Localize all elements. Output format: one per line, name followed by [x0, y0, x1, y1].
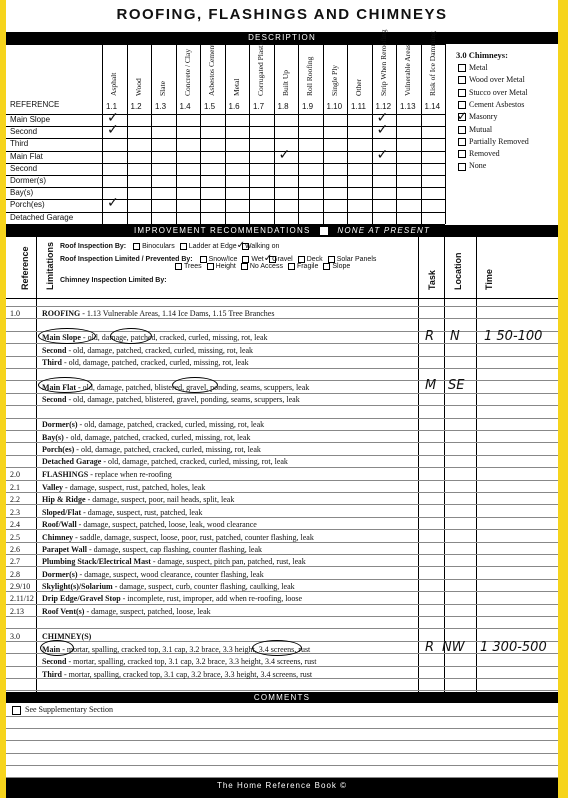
- grid-row-line: [6, 187, 445, 188]
- checkmark-icon[interactable]: ✓: [376, 122, 389, 139]
- recommendation-item: [42, 495, 234, 504]
- comment-line: [6, 716, 558, 717]
- item-text: - damage, suspect, rust, patched, holes, leak: [63, 483, 206, 492]
- checkbox-icon[interactable]: [458, 163, 466, 171]
- chimney-option-label: None: [469, 161, 487, 171]
- inspection-option[interactable]: [241, 263, 283, 270]
- row-label-porch-es-: Porch(es): [10, 200, 45, 210]
- column-number: 1.10: [326, 102, 343, 111]
- chimney-option-label: Stucco over Metal: [469, 87, 528, 97]
- item-text: - mortar, spalling, cracked top, 3.1 cap, 3.2 brace, 3.3 height, 3.4 screens, rust: [62, 670, 313, 679]
- column-number: 1.4: [179, 102, 191, 111]
- item-title: Main: [42, 645, 61, 654]
- row-label-dormer-s-: Dormer(s): [10, 176, 46, 185]
- item-title: Roof/Wall: [42, 520, 77, 529]
- rec-row-line: [6, 418, 558, 419]
- checkbox-icon[interactable]: [180, 243, 187, 250]
- item-text: - old, damage, patched, blistered, gravel, ponding, seams, scuppers, leak: [76, 383, 310, 392]
- item-text: - damage, suspect, poor, nail heads, split, leak: [85, 495, 235, 504]
- grid-row-line: [6, 138, 445, 139]
- item-text: - old, damage, patched, cracked, curled, missing, rot, leak: [74, 445, 261, 454]
- inspection-option-label: Binoculars: [142, 243, 175, 250]
- supplementary-checkbox[interactable]: [12, 706, 21, 715]
- grid-col-line: [225, 44, 226, 224]
- hand-task-1: R: [425, 329, 435, 344]
- rec-row-line: [6, 628, 558, 629]
- chimney-option-label: Mutual: [469, 124, 493, 134]
- checkbox-icon[interactable]: [200, 256, 207, 263]
- chimney-option[interactable]: [458, 125, 492, 134]
- inspection-option[interactable]: [236, 240, 280, 251]
- item-text: - saddle, damage, suspect, loose, poor, rust, patched, counter flashing, leak: [73, 533, 314, 542]
- item-title: Second: [42, 395, 67, 404]
- comment-line: [6, 753, 558, 754]
- rec-row-line: [6, 529, 558, 530]
- item-reference: 2.6: [10, 545, 20, 554]
- none-at-present-label: NONE AT PRESENT: [337, 226, 431, 235]
- rec-row-line: [6, 318, 558, 319]
- column-number: 1.14: [424, 102, 441, 111]
- item-title: Parapet Wall: [42, 545, 87, 554]
- item-text: - damage, suspect, patched, loose, leak: [84, 607, 211, 616]
- column-header: Roll Roofing: [305, 56, 314, 96]
- checkmark-icon[interactable]: ✓: [278, 146, 291, 163]
- item-title: Second: [42, 346, 67, 355]
- recommendation-item: [42, 395, 300, 404]
- grid-col-line: [421, 44, 422, 224]
- item-title: Dormer(s): [42, 570, 78, 579]
- chimney-option-label: Masonry: [469, 112, 498, 122]
- checkbox-icon[interactable]: [458, 64, 466, 72]
- grid-col-line: [249, 44, 250, 224]
- comments-bar: COMMENTS: [6, 692, 558, 703]
- column-header: Single Ply: [329, 64, 339, 96]
- column-number: 1.7: [253, 102, 265, 111]
- item-text: - old, damage, patched, blistered, gravel, ponding, seams, scuppers, leak: [66, 395, 300, 404]
- item-text: - mortar, spalling, cracked top, 3.1 cap, 3.2 brace, 3.3 height, 3.4 screens, rust: [60, 645, 311, 654]
- rec-row-line: [6, 430, 558, 431]
- rec-row-line: [6, 393, 558, 394]
- comment-line: [6, 740, 558, 741]
- reference-label: REFERENCE: [10, 100, 60, 109]
- column-header: Asphalt: [109, 72, 118, 96]
- inspection-option-label: Deck: [306, 256, 323, 263]
- column-number: 1.8: [277, 102, 289, 111]
- column-number: 1.1: [106, 102, 118, 111]
- rec-row-line: [6, 591, 558, 592]
- inspection-option-label: Solar Panels: [336, 256, 377, 263]
- rec-col-line: [444, 236, 445, 692]
- chimney-inspection-row: [60, 277, 167, 284]
- rec-row-line: [6, 368, 558, 369]
- item-title: Skylight(s)/Solarium: [42, 582, 113, 591]
- item-text: - damage, suspect, pitch pan, patched, rust, leak: [150, 557, 306, 566]
- row-label-detached-garage: Detached Garage: [10, 212, 74, 222]
- inspection-option-label: Slope: [332, 263, 351, 271]
- rec-row-line: [6, 442, 558, 443]
- column-header: Asbestos Cement: [207, 43, 216, 96]
- item-reference: 2.1: [10, 483, 20, 492]
- rec-row-line: [6, 566, 558, 567]
- inspection-option[interactable]: [200, 256, 238, 263]
- circle-mark-main-chimney: [40, 640, 74, 656]
- task-header: Task: [427, 270, 437, 290]
- column-number: 1.6: [228, 102, 240, 111]
- grid-col-line: [127, 44, 128, 224]
- recommendation-item: [42, 457, 288, 466]
- checkmark-icon[interactable]: ✓: [107, 195, 119, 212]
- inspection-option[interactable]: [298, 256, 323, 263]
- inspection-limited-row-2: [170, 263, 350, 270]
- item-title: Chimney: [42, 533, 74, 542]
- supplementary-row: [12, 705, 113, 715]
- item-reference: 2.0: [10, 470, 20, 479]
- checkbox-icon[interactable]: [298, 256, 305, 263]
- page-title: ROOFING, FLASHINGS AND CHIMNEYS: [116, 6, 448, 23]
- chimney-option[interactable]: [458, 161, 486, 170]
- improvement-bar: [6, 225, 558, 236]
- form-page: [6, 0, 558, 798]
- column-header: Strip When Reroofing: [378, 29, 388, 96]
- rec-row-line: [6, 480, 558, 481]
- hand-location-3: NW: [442, 640, 465, 655]
- item-text: - old, damage, patched, cracked, curled, missing, rot, leak: [101, 457, 288, 466]
- hand-time-1: 1 50-100: [484, 329, 543, 344]
- recommendation-item: [42, 557, 306, 566]
- grid-col-line: [396, 44, 397, 224]
- recommendation-item: [42, 420, 264, 429]
- inspection-option-label: Trees: [184, 263, 202, 271]
- checkbox-icon[interactable]: [323, 263, 330, 270]
- row-label-main-slope: Main Slope: [10, 115, 51, 124]
- item-title: Bay(s): [42, 433, 64, 442]
- checkbox-icon[interactable]: [242, 256, 249, 263]
- row-label-third: Third: [10, 139, 29, 149]
- column-header: Slate: [158, 81, 167, 96]
- item-reference: 3.0: [10, 632, 20, 641]
- rec-col-line: [476, 236, 477, 692]
- checkmark-icon[interactable]: ✓: [107, 122, 119, 139]
- chimney-option[interactable]: [458, 149, 500, 158]
- grid-col-line: [176, 44, 177, 224]
- item-reference: 2.2: [10, 495, 20, 504]
- item-reference: 2.11/12: [10, 594, 34, 603]
- rec-row-line: [6, 492, 558, 493]
- chimney-option-label: Removed: [469, 149, 500, 159]
- item-text: - old, damage, patched, cracked, curled, missing, rot, leak: [66, 346, 254, 355]
- column-number: 1.3: [155, 102, 167, 111]
- recommendation-item: [42, 445, 261, 454]
- item-reference: 2.4: [10, 520, 20, 529]
- chimney-option-label: Cement Asbestos: [469, 99, 525, 109]
- grid-col-line: [445, 44, 446, 224]
- hand-task-2: M: [425, 378, 437, 393]
- chimney-option[interactable]: [458, 88, 528, 97]
- item-text: - incomplete, rust, improper, add when re-roofing, loose: [120, 594, 303, 603]
- item-text: - old, damage, patched, cracked, curled, missing, rot, leak: [80, 333, 268, 342]
- item-text: - old, damage, patched, cracked, curled, missing, rot, leak: [63, 433, 251, 442]
- item-title: Second: [42, 657, 67, 666]
- checkbox-icon[interactable]: [328, 256, 335, 263]
- supplementary-label: See Supplementary Section: [25, 705, 113, 714]
- grid-col-line: [151, 44, 152, 224]
- hand-task-3: R: [425, 640, 435, 655]
- item-title: Porch(es): [42, 445, 75, 454]
- circle-mark-blistered: [172, 377, 218, 393]
- recommendation-item: [42, 346, 253, 355]
- item-title: FLASHINGS: [42, 470, 89, 479]
- checkbox-icon[interactable]: [288, 263, 295, 270]
- column-header: Metal: [231, 78, 241, 96]
- row-label-second: Second: [10, 163, 38, 173]
- recommendation-item: [42, 594, 302, 603]
- item-text: - damage, suspect, rust, patched, leak: [81, 508, 203, 517]
- item-text: - old, damage, patched, cracked, curled, missing, rot, leak: [77, 420, 265, 429]
- checkbox-icon[interactable]: [458, 101, 466, 109]
- checkbox-icon[interactable]: [458, 138, 466, 146]
- chimney-option-label: Partially Removed: [469, 136, 529, 146]
- grid-col-line: [347, 44, 348, 224]
- rec-row-line: [6, 405, 558, 406]
- recommendation-item: [42, 358, 249, 367]
- checkmark-icon: ✓: [236, 240, 246, 251]
- rec-row-line: [6, 504, 558, 505]
- chimney-option-label: Metal: [469, 63, 488, 72]
- none-at-present-checkbox[interactable]: [320, 227, 328, 235]
- chimney-inspection-label: Chimney Inspection Limited By:: [60, 277, 167, 284]
- reference-header: Reference: [20, 246, 30, 290]
- recommendation-item: [42, 607, 211, 616]
- item-title: Main Flat: [42, 383, 76, 392]
- rec-row-line: [6, 467, 558, 468]
- recommendation-item: [42, 670, 312, 679]
- column-number: 1.5: [204, 102, 216, 111]
- grid-col-line: [274, 44, 275, 224]
- item-reference: 2.7: [10, 557, 20, 566]
- footer: The Home Reference Book ©: [6, 778, 558, 798]
- chimneys-heading: 3.0 Chimneys:: [456, 50, 508, 60]
- grid-col-line: [102, 44, 103, 224]
- grid-col-line: [298, 44, 299, 224]
- rec-row-line: [6, 306, 558, 307]
- limitations-header: Limitations: [45, 241, 55, 290]
- inspection-option[interactable]: [133, 243, 175, 250]
- item-title: CHIMNEY(S): [42, 632, 92, 641]
- description-bar: DESCRIPTION: [6, 32, 558, 44]
- checkbox-icon[interactable]: [175, 263, 182, 270]
- inspection-option-label: Snow/Ice: [208, 256, 238, 263]
- inspection-option[interactable]: [288, 263, 318, 270]
- inspection-option-label: No Access: [249, 263, 283, 271]
- rec-row-line: [6, 554, 558, 555]
- row-label-second: Second: [10, 127, 38, 137]
- column-header: Wood: [133, 78, 143, 96]
- rec-col-line: [36, 236, 37, 692]
- checkbox-icon[interactable]: [458, 89, 466, 97]
- row-label-bay-s-: Bay(s): [10, 188, 34, 198]
- item-title: Roof Vent(s): [42, 607, 85, 616]
- checkbox-icon[interactable]: [458, 150, 466, 158]
- chimney-option[interactable]: [458, 63, 488, 72]
- item-title: Main Slope: [42, 333, 81, 342]
- column-header: Concrete / Clay: [182, 48, 192, 96]
- hand-time-3: 1 300-500: [480, 640, 547, 655]
- chimney-option[interactable]: [458, 137, 529, 146]
- checkmark-icon: ✓: [263, 253, 273, 264]
- comment-line: [6, 765, 558, 766]
- item-text: - damage, suspect, cap flashing, counter flashing, leak: [86, 545, 263, 554]
- checkbox-icon[interactable]: [241, 263, 248, 270]
- inspection-option[interactable]: [242, 256, 263, 263]
- recommendation-item: [42, 657, 317, 666]
- recommendation-item: [42, 309, 274, 318]
- inspection-option[interactable]: [180, 243, 237, 250]
- inspection-limited-label: Roof Inspection Limited / Prevented By:: [60, 256, 193, 263]
- improvement-label: IMPROVEMENT RECOMMENDATIONS: [133, 226, 311, 235]
- item-reference: 2.8: [10, 570, 20, 579]
- inspection-option-label: Wet: [251, 256, 264, 263]
- inspection-option-label: Height: [215, 263, 236, 271]
- rec-row-line: [6, 356, 558, 357]
- item-title: Detached Garage: [42, 457, 102, 466]
- grid-col-line: [200, 44, 201, 224]
- rec-row-line: [6, 343, 558, 344]
- circle-mark-damage: [110, 328, 152, 344]
- column-header: Risk of Ice Damming: [427, 31, 437, 96]
- rec-col-line: [418, 236, 419, 692]
- grid-col-line: [323, 44, 324, 224]
- grid-row-line: [6, 163, 445, 164]
- item-text: - damage, suspect, patched, loose, leak, wood clearance: [76, 520, 257, 529]
- recommendation-item: [42, 508, 202, 517]
- comment-line: [6, 728, 558, 729]
- rec-row-line: [6, 604, 558, 605]
- column-header: Vulnerable Areas: [403, 44, 412, 96]
- item-title: Third: [42, 358, 63, 367]
- checkmark-icon[interactable]: ✓: [376, 146, 389, 163]
- checkbox-icon[interactable]: [458, 76, 466, 84]
- inspection-option-label: Ladder at Edge: [188, 243, 237, 250]
- hand-location-1: N: [450, 329, 460, 344]
- chimney-option-label: Wood over Metal: [469, 75, 525, 85]
- rec-row-line: [6, 616, 558, 617]
- grid-row-line: [6, 199, 445, 200]
- item-reference: 2.9/10: [10, 582, 31, 591]
- inspection-by-label: Roof Inspection By:: [60, 243, 127, 250]
- row-label-main-flat: Main Flat: [10, 151, 43, 161]
- chimney-option[interactable]: [458, 100, 524, 109]
- column-number: 1.11: [351, 102, 366, 111]
- rec-row-line: [6, 455, 558, 456]
- item-text: - damage, suspect, wood clearance, counter flashing, leak: [77, 570, 264, 579]
- item-text: - old, damage, patched, cracked, curled, missing, rot, leak: [62, 358, 249, 367]
- recommendation-item: [42, 570, 264, 579]
- inspection-option[interactable]: [175, 263, 202, 270]
- checkbox-icon[interactable]: [458, 126, 466, 134]
- item-text: - mortar, spalling, cracked top, 3.1 cap, 3.2 brace, 3.3 height, 3.4 screens, rust: [66, 657, 317, 666]
- inspection-option[interactable]: [328, 256, 377, 263]
- item-reference: 1.0: [10, 309, 20, 318]
- recommendation-item: [42, 433, 250, 442]
- circle-mark-main-slope: [38, 328, 96, 344]
- masonry-checkmark-icon: ✓: [457, 109, 468, 123]
- grid-col-line: [372, 44, 373, 224]
- inspection-option[interactable]: [263, 253, 293, 264]
- location-header: Location: [453, 252, 463, 290]
- inspection-by-row: [60, 240, 279, 251]
- item-title: Hip & Ridge: [42, 495, 86, 504]
- checkmark-icon[interactable]: ✓: [376, 110, 389, 126]
- item-title: Plumbing Stack/Electrical Mast: [42, 557, 151, 566]
- inspection-option[interactable]: [323, 263, 350, 270]
- inspection-option-label: Fragile: [296, 263, 319, 271]
- item-text: - damage, suspect, curb, counter flashing, caulking, leak: [112, 582, 295, 591]
- item-title: Drip Edge/Gravel Stop: [42, 594, 121, 603]
- recommendation-item: [42, 483, 205, 492]
- item-reference: 2.13: [10, 607, 24, 616]
- recommendation-item: [42, 582, 295, 591]
- item-text: - 1.13 Vulnerable Areas, 1.14 Ice Dams, 1.15 Tree Branches: [80, 309, 275, 318]
- column-number: 1.9: [302, 102, 314, 111]
- item-reference: 2.5: [10, 533, 20, 542]
- inspection-option[interactable]: [207, 263, 236, 270]
- column-number: 1.12: [375, 102, 392, 111]
- circle-mark-height: [252, 640, 302, 656]
- item-title: Third: [42, 670, 63, 679]
- recommendation-item: [42, 533, 314, 542]
- item-text: - replace when re-roofing: [88, 470, 172, 479]
- circle-mark-main-flat: [38, 377, 92, 393]
- column-header: Corrugated Plastic: [256, 40, 265, 96]
- item-title: Dormer(s): [42, 420, 78, 429]
- column-number: 1.2: [130, 102, 142, 111]
- chimney-option[interactable]: [458, 75, 525, 84]
- item-title: Sloped/Flat: [42, 508, 82, 517]
- recommendation-item: [42, 545, 262, 554]
- time-header: Time: [484, 269, 494, 290]
- hand-location-2: SE: [448, 378, 465, 393]
- recommendation-item: [42, 470, 172, 479]
- inspection-option-label: Gravel: [272, 256, 293, 263]
- column-header: Other: [354, 78, 363, 96]
- column-header: Built Up: [280, 69, 290, 96]
- checkmark-icon[interactable]: ✓: [107, 110, 119, 126]
- checkbox-icon[interactable]: [207, 263, 214, 270]
- item-title: ROOFING: [42, 309, 81, 318]
- checkbox-icon[interactable]: [133, 243, 140, 250]
- item-title: Valley: [42, 483, 64, 492]
- item-reference: 2.3: [10, 508, 20, 517]
- column-number: 1.13: [400, 102, 416, 111]
- recommendation-item: [42, 520, 257, 529]
- inspection-option-label: Walking on: [245, 243, 280, 250]
- grid-row-line: [6, 175, 445, 176]
